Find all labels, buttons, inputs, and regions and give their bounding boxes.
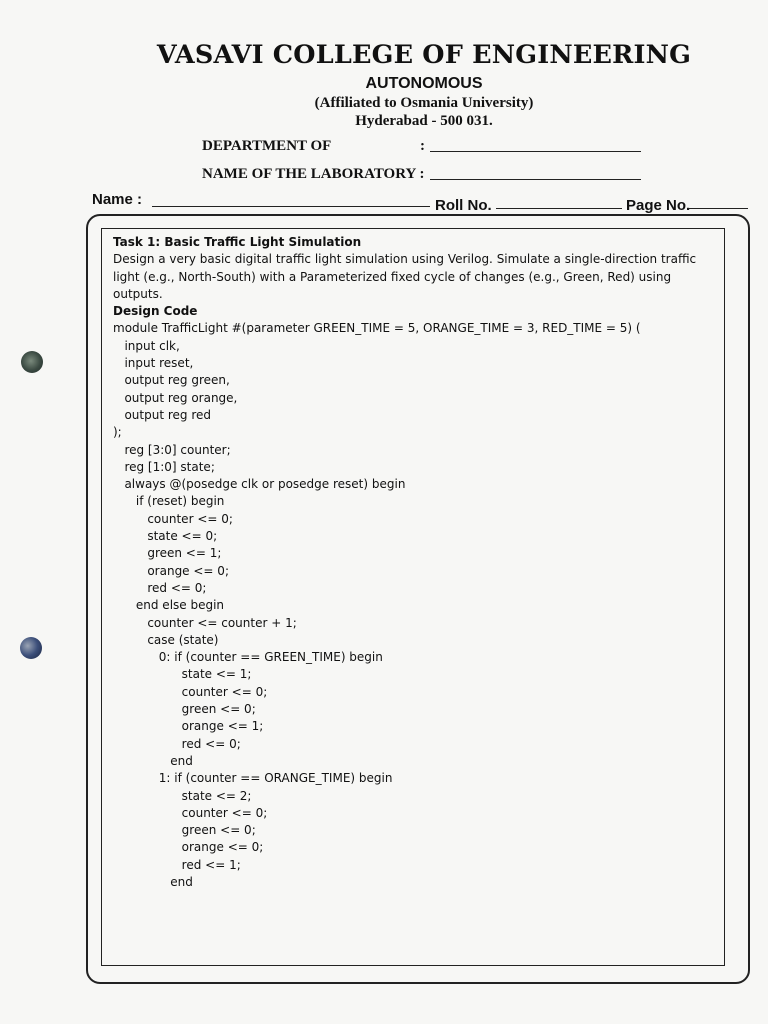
code-line: end [113, 753, 193, 768]
roll-no-label: Roll No. [435, 197, 492, 214]
name-underline [152, 206, 430, 207]
roll-no-underline [496, 208, 622, 209]
code-line: ); [113, 425, 122, 440]
code-line: case (state) [113, 632, 219, 647]
code-line: state <= 1; [113, 667, 252, 682]
design-code-heading: Design Code [113, 304, 198, 319]
code-line: orange <= 1; [113, 719, 264, 734]
code-line: if (reset) begin [113, 494, 225, 509]
code-line: state <= 0; [113, 529, 218, 544]
code-line: state <= 2; [113, 788, 252, 803]
code-line: green <= 1; [113, 546, 222, 561]
laboratory-underline [430, 179, 641, 180]
code-line: 0: if (counter == GREEN_TIME) begin [113, 650, 383, 665]
college-name: VASAVI COLLEGE OF ENGINEERING [156, 40, 692, 70]
code-line: end else begin [113, 598, 225, 613]
record-content [113, 234, 713, 891]
code-line: output reg red [113, 407, 211, 422]
task-description: Design a very basic digital traffic light simulation using Verilog. Simulate a single-direction traffic light (e.g., North-South) with a Parameterized fixed cycle of changes (e.g., Green, Red) using outputs. [113, 252, 697, 301]
code-line: red <= 1; [113, 857, 241, 872]
code-line: orange <= 0; [113, 840, 264, 855]
address-line: Hyderabad - 500 031. [355, 113, 493, 129]
name-label: Name : [92, 191, 143, 208]
code-line: green <= 0; [113, 823, 256, 838]
code-line: output reg green, [113, 373, 230, 388]
code-line: red <= 0; [113, 580, 207, 595]
code-line: output reg orange, [113, 390, 238, 405]
code-line: counter <= 0; [113, 805, 268, 820]
affiliation-line: (Affiliated to Osmania University) [314, 95, 534, 111]
autonomous-label: AUTONOMOUS [365, 75, 483, 92]
code-line: module TrafficLight #(parameter GREEN_TIME = 5, ORANGE_TIME = 3, RED_TIME = 5) ( [113, 321, 641, 336]
code-line: green <= 0; [113, 702, 256, 717]
code-line: end [113, 874, 193, 889]
code-line: input clk, [113, 338, 180, 353]
page-no-underline [688, 208, 748, 209]
code-line: red <= 0; [113, 736, 241, 751]
code-line: orange <= 0; [113, 563, 229, 578]
code-line: always @(posedge clk or posedge reset) begin [113, 477, 406, 492]
department-label: DEPARTMENT OF [202, 138, 332, 154]
code-line: input reset, [113, 356, 194, 371]
code-block [113, 320, 713, 891]
laboratory-label: NAME OF THE LABORATORY : [202, 166, 425, 182]
code-line: 1: if (counter == ORANGE_TIME) begin [113, 771, 393, 786]
code-line: reg [1:0] state; [113, 459, 215, 474]
code-line: reg [3:0] counter; [113, 442, 231, 457]
code-line: counter <= counter + 1; [113, 615, 297, 630]
code-line: counter <= 0; [113, 511, 233, 526]
page-no-label: Page No. [626, 197, 691, 214]
punch-hole-top [21, 351, 43, 373]
task-title: Task 1: Basic Traffic Light Simulation [113, 235, 362, 249]
department-underline [430, 151, 641, 152]
code-line: counter <= 0; [113, 684, 268, 699]
department-colon: : [420, 138, 425, 154]
punch-hole-bottom [20, 637, 42, 659]
